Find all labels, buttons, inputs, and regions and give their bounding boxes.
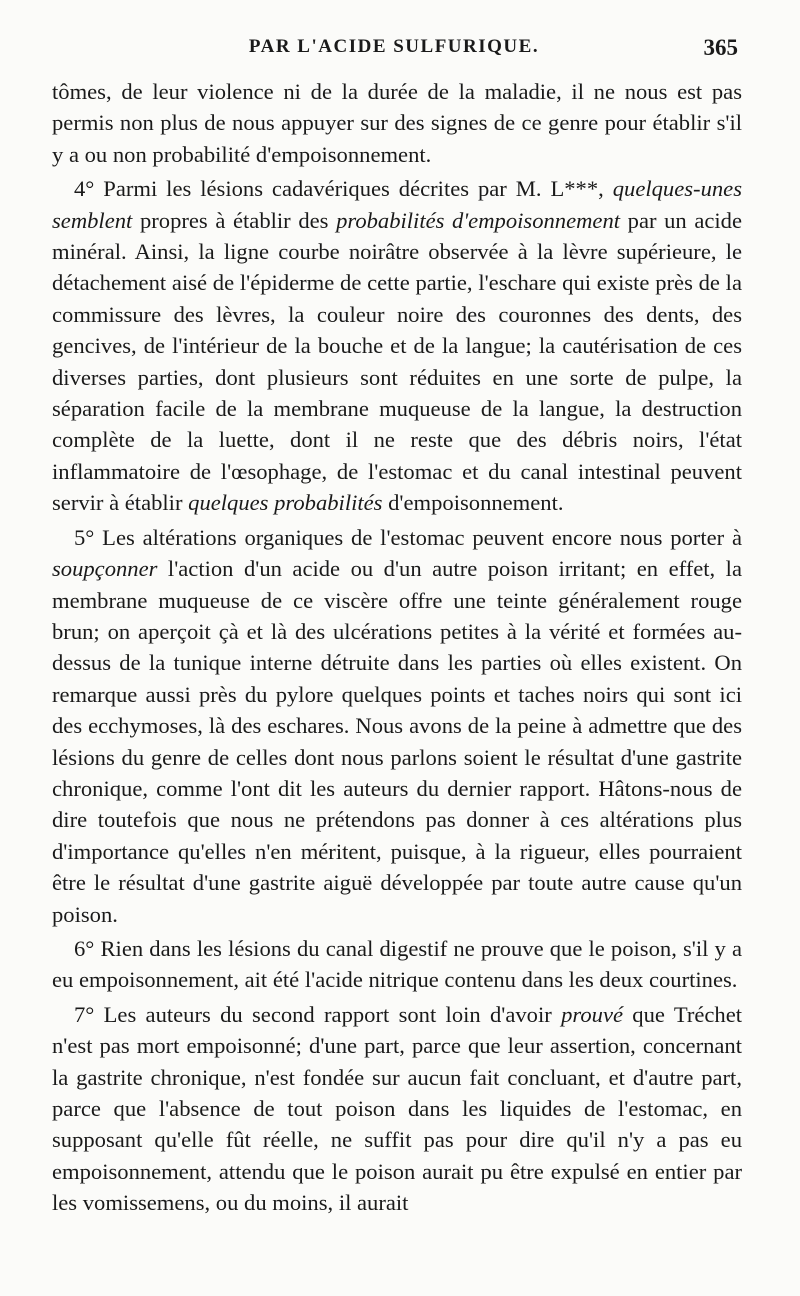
paragraph-6 [52,933,742,996]
text-segment: 7° Les auteurs du second rapport sont loin d'avoir [74,1001,562,1027]
text-segment: que Tréchet n'est pas mort empoisonné; d'une part, parce que leur assertion, concernant la gastrite chronique, n'est fondée sur aucun fait concluant, et d'autre part, parce que l'absence de tout poison dans les liquides de l'estomac, en supposant qu'elle fût réelle, ne suffit pas pour dire qu'il n'y a pas eu empoisonnement, attendu que le poison aurait pu être expulsé en entier par les vomissemens, ou du moins, il aurait [52,1001,743,1216]
text-segment: 4° Parmi les lésions cadavériques décrites par M. L***, [74,176,613,202]
italic-segment: prouvé [561,1001,623,1027]
italic-segment: probabilités d'empoisonnement [336,207,621,233]
text-segment: l'action d'un acide ou d'un autre poison irritant; en effet, la membrane muqueuse de ce viscère offre une teinte généralement rouge brun; on aperçoit çà et là des ulcérations petites à la vérité et formées au-dessus de la tunique interne détruite dans les parties où elles existent. On remarque aussi près du pylore quelques points et taches noirs qui sont ici des ecchymoses, là des eschares. Nous avons de la peine à admettre que des lésions du genre de celles dont nous parlons soient le résultat d'une gastrite chronique, comme l'ont dit les auteurs du dernier rapport. Hâtons-nous de dire toutefois que nous ne prétendons pas donner à ces altérations plus d'importance qu'elles n'en méritent, puisque, à la rigueur, elles pourraient être le résultat d'une gastrite aiguë développée par toute autre cause qu'un poison. [52,556,742,927]
paragraph-7 [52,999,742,1219]
paragraph-4 [52,173,742,518]
text-segment: 6° Rien dans les lésions du canal digestif ne prouve que le poison, s'il y a eu empoisonnement, ait été l'acide nitrique contenu dans les deux courtines. [52,935,742,993]
body-text [52,76,742,1219]
italic-segment: soupçonner [52,556,158,582]
text-segment: propres à établir des [132,207,337,233]
italic-segment: quelques probabilités [188,490,383,516]
text-segment: 5° Les altérations organiques de l'estomac peuvent encore nous porter à [74,524,742,550]
paragraph-continuation [52,76,742,170]
running-title: PAR L'ACIDE SULFURIQUE. [248,36,540,57]
running-header [50,36,738,66]
text-segment: tômes, de leur violence ni de la durée de la maladie, il ne nous est pas permis non plus de nous appuyer sur des signes de ce genre pour établir s'il y a ou non probabilité d'empoisonnement. [52,79,742,167]
paragraph-5 [52,522,742,930]
italic-segment: quelques-unes semblent [52,176,742,233]
page-number: 365 [703,35,738,60]
text-segment: d'empoisonnement. [382,490,564,516]
text-segment: par un acide minéral. Ainsi, la ligne courbe noirâtre observée à la lèvre supérieure, le détachement aisé de l'épiderme de cette partie, l'eschare qui existe près de la commissure des lèvres, la couleur noire des couronnes des dents, des gencives, de l'intérieur de la bouche et de la langue; la cautérisation de ces diverses parties, dont plusieurs sont réduites en une sorte de pulpe, la séparation facile de la membrane muqueuse de la langue, la destruction complète de la luette, dont il ne reste que des débris noirs, l'état inflammatoire de l'œsophage, de l'estomac et du canal intestinal peuvent servir à établir [52,207,742,516]
